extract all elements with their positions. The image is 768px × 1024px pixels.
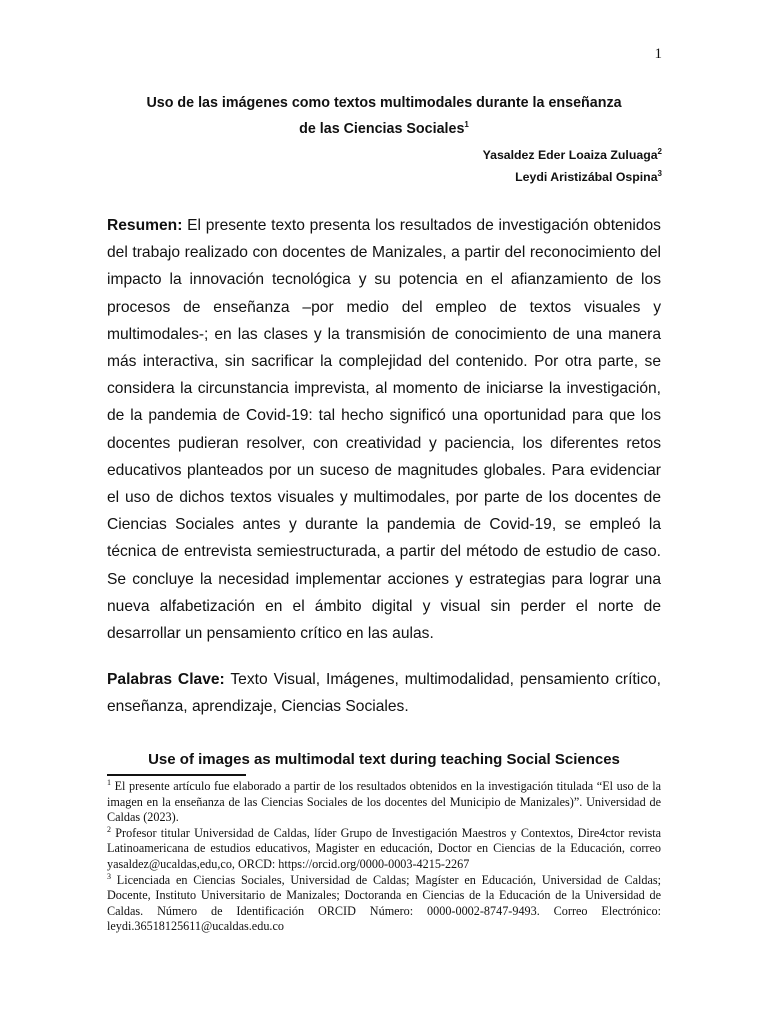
- author-2: [300, 166, 662, 188]
- title-footnote-mark: 1: [464, 120, 469, 130]
- english-title: Use of images as multimodal text during teaching Social Sciences: [148, 751, 620, 768]
- abstract-label: Resumen:: [107, 217, 183, 234]
- footnotes: [107, 779, 661, 935]
- footnote-1-mark: 1: [107, 777, 111, 787]
- footnote-3: [107, 873, 661, 935]
- page-number: 1: [654, 46, 662, 62]
- author-2-name: Leydi Aristizábal Ospina: [515, 170, 658, 184]
- paper-title-line-2-text: de las Ciencias Sociales: [299, 121, 465, 137]
- footnote-separator: [107, 774, 246, 776]
- abstract-text: El presente texto presenta los resultados de investigación obtenidos del trabajo realizado con docentes de Manizales, a partir del reconocimiento del impacto la innovación tecnológica y su potencia en el afianzamiento de los procesos de enseñanza –por medio del empleo de textos visuales y multimodales-; en las clases y la transmisión de conocimiento de una manera más interactiva, sin sacrificar la complejidad del contenido. Por otra parte, se considera la circunstancia imprevista, al momento de iniciarse la investigación, de la pandemia de Covid-19: tal hecho significó una oportunidad para que los docentes pudieran resolver, con creatividad y paciencia, los diferentes retos educativos planteados por un suceso de magnitudes globales. Para evidenciar el uso de dichos textos visuales y multimodales, por parte de los docentes de Ciencias Sociales antes y durante la pandemia de Covid-19, se empleó la técnica de entrevista semiestructurada, a partir del método de estudio de caso. Se concluye la necesidad implementar acciones y estrategias para lograr una nueva alfabetización en el ámbito digital y visual sin perder el norte de desarrollar un pensamiento crítico en las aulas.: [107, 217, 661, 643]
- abstract: [107, 212, 661, 647]
- footnote-3-mark: 3: [107, 871, 111, 881]
- paper-title-line-1: Uso de las imágenes como textos multimodales durante la enseñanza: [146, 95, 622, 111]
- keywords: [107, 666, 661, 720]
- author-2-footnote-mark: 3: [657, 168, 662, 178]
- footnote-1-text: El presente artículo fue elaborado a partir de los resultados obtenidos en la investigación titulada “El uso de la imagen en la enseñanza de las Ciencias Sociales de los docentes del Municipio de Manizales)”. Universidad de Caldas (2023).: [107, 779, 662, 825]
- keywords-text: Texto Visual, Imágenes, multimodalidad, pensamiento crítico, enseñanza, aprendizaje, Ciencias Sociales.: [107, 671, 661, 716]
- author-1-name: Yasaldez Eder Loaiza Zuluaga: [482, 148, 658, 162]
- footnote-3-text: Licenciada en Ciencias Sociales, Universidad de Caldas; Magíster en Educación, Universidad de Caldas; Docente, Instituto Universitario de Manizales; Doctoranda en Ciencias de la Educación de la Universidad de Caldas. Número de Identificación ORCID Número: 0000-0002-8747-9493. Correo Electrónico: leydi.36518125611@ucaldas.edu.co: [107, 872, 661, 934]
- footnote-1: [107, 779, 661, 826]
- footnote-2: [107, 826, 661, 873]
- keywords-label: Palabras Clave:: [107, 671, 225, 688]
- footnote-2-mark: 2: [107, 824, 111, 834]
- author-1-footnote-mark: 2: [657, 146, 662, 156]
- paper-title: [106, 90, 662, 142]
- paper-title-line-2: [106, 116, 662, 142]
- author-1: [300, 144, 662, 166]
- footnote-2-text: Profesor titular Universidad de Caldas, líder Grupo de Investigación Maestros y Contextos, Dire4ctor revista Latinoamericana de estudios educativos, Magister en educación, Doctor en Ciencias de la Educación, correo yasaldez@ucaldas,edu,co, ORCD: https://orcid.org/0000-0003-4215-2267: [107, 825, 661, 871]
- author-list: [300, 144, 662, 188]
